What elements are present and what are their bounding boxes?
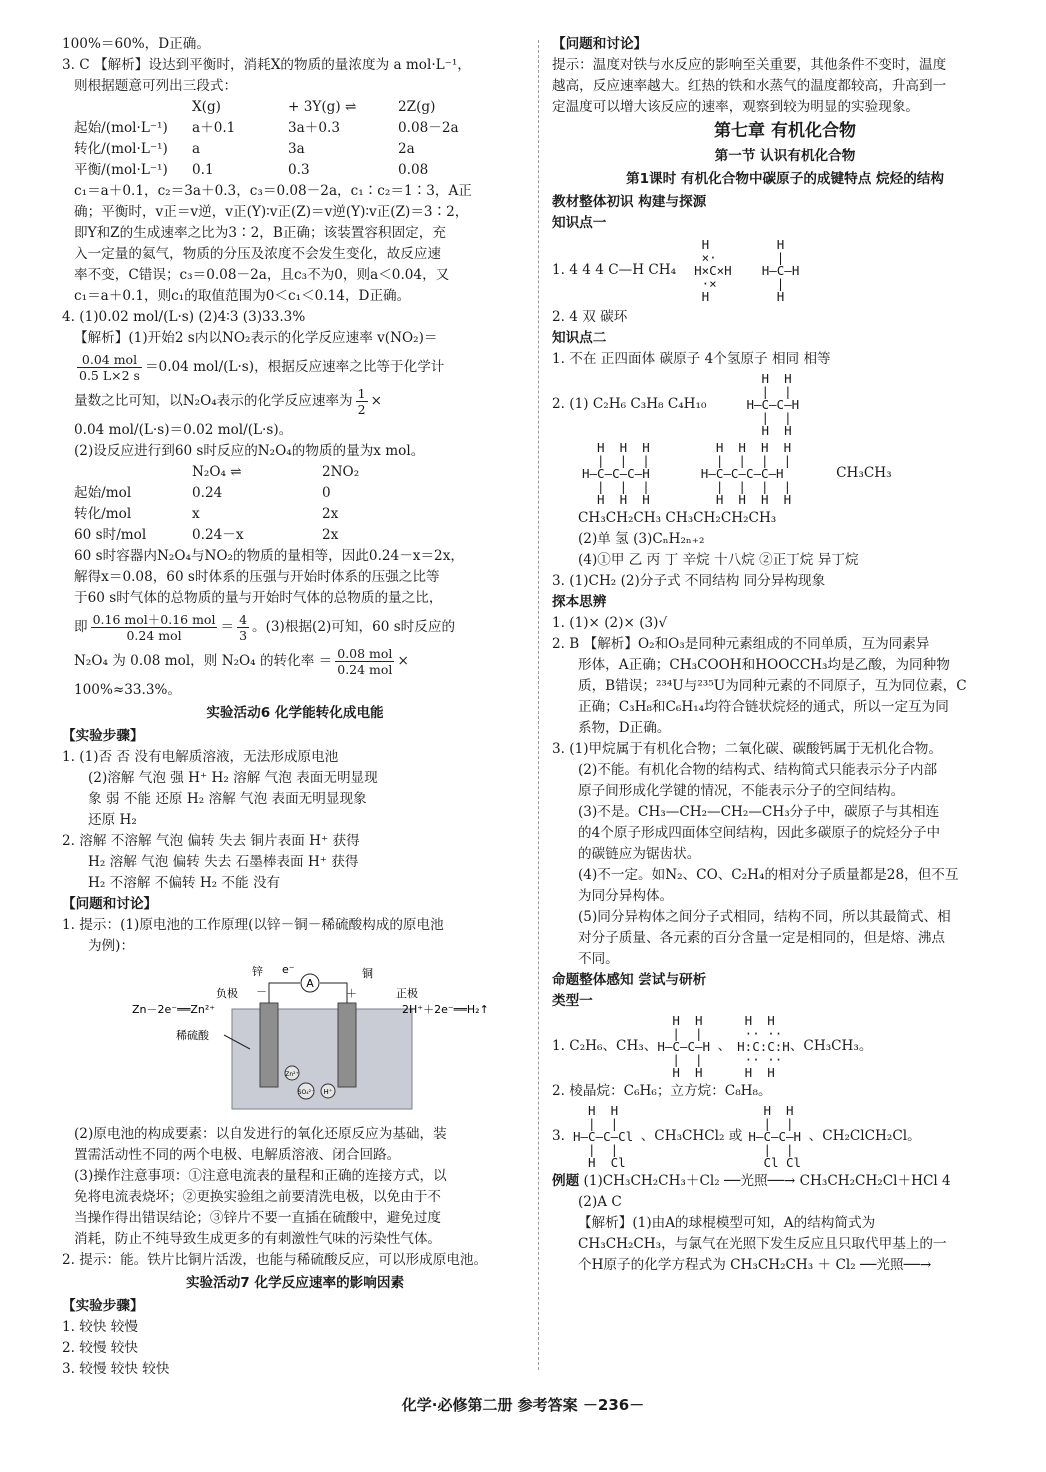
- structural-formula: H H | | H—C—C—H | | Cl Cl: [748, 1103, 802, 1170]
- text-line: 1. C₂H₆、CH₃、: [552, 1038, 658, 1054]
- text-line: (2)溶解 气泡 强 H⁺ H₂ 溶解 气泡 表面无明显现: [88, 770, 378, 786]
- three-stage-table: [62, 462, 528, 546]
- cell: 0.08－2a: [398, 120, 459, 136]
- text-line: 2. (1) C₂H₆ C₃H₈ C₄H₁₀: [552, 396, 707, 412]
- text-line: 3. (1)甲烷属于有机化合物；二氧化碳、碳酸钙属于无机化合物。: [552, 741, 942, 757]
- cell: 0.3: [288, 162, 310, 178]
- cell: 2x: [322, 506, 339, 522]
- text-line: (2)设反应进行到60 s时反应的N₂O₄的物质的量为x mol。: [74, 443, 425, 459]
- cell: X(g): [192, 99, 221, 115]
- cell: 起始/mol: [74, 485, 132, 501]
- text-line: CH₃CH₃: [836, 465, 892, 481]
- text-line: (2)不能。有机化合物的结构式、结构简式只能表示分子内部: [578, 762, 938, 778]
- text-line: 则根据题意可列出三段式：: [74, 78, 238, 94]
- cell: 2NO₂: [322, 464, 360, 480]
- section-title: 第一节 认识有机化合物: [714, 148, 856, 164]
- answer-row: [552, 1014, 1018, 1079]
- copper-label: 铜: [362, 967, 373, 980]
- structural-formula: H H H H | | | | H—C—C—C—C—H | | | | H H H H: [700, 440, 792, 507]
- text-line: 100%＝60%，D正确。: [62, 36, 210, 52]
- fraction: $\frac{\text{0.04 mol}}{0.5 L\times 2 s}$: [79, 352, 140, 383]
- left-half-equation: Zn－2e⁻══Zn²⁺: [132, 1003, 216, 1016]
- galvanic-cell-svg: [132, 963, 512, 1113]
- text-line: 形体，A正确；CH₃COOH和HOOCCH₃均是乙酸，为同种物: [578, 657, 950, 673]
- text-line: 象 弱 不能 还原 H₂ 溶解 气泡 表面无明显现象: [88, 791, 367, 807]
- text-line: 60 s时容器内N₂O₄与NO₂的物质的量相等，因此0.24－x＝2x，: [74, 548, 464, 564]
- text-line: 例题 (1)CH₃CH₂CH₃＋Cl₂ ──光照──→ CH₃CH₂CH₂Cl＋HCl 4: [552, 1173, 951, 1189]
- text-line: 确；平衡时，v正＝v逆，v正(Y)∶v正(Z)＝v逆(Y)∶v正(Z)＝3∶2，: [74, 204, 469, 220]
- answer-row: [552, 372, 1018, 437]
- cell: 平衡/(mol·L⁻¹): [74, 162, 168, 178]
- column-divider: [538, 40, 539, 1370]
- text-line: 量数之比可知，以N₂O₄表示的化学反应速率为 $\frac{1}{2}$ ×: [74, 386, 382, 417]
- structural-formula: H | H—C—H | H: [761, 237, 800, 304]
- answer-row: [552, 1104, 1018, 1169]
- text-line: 2. 棱晶烷：C₆H₆；立方烷：C₈H₈。: [552, 1083, 772, 1099]
- wire-right: [320, 983, 347, 1003]
- text-line: c₁＝a＋0.1，c₂＝3a＋0.3，c₃＝0.08－2a，c₁∶c₂＝1∶3，A正: [74, 183, 472, 199]
- text-line: (2)原电池的构成要素：以自发进行的氧化还原反应为基础，装: [74, 1126, 447, 1142]
- text-line: 0.04 mol/(L·s)＝0.02 mol/(L·s)。: [74, 422, 293, 438]
- subheading: 命题整体感知 尝试与研析: [552, 972, 707, 988]
- cell: 0: [322, 485, 331, 501]
- text-line: 1. 不在 正四面体 碳原子 4个氢原子 相同 相等: [552, 351, 831, 367]
- cell: a: [192, 141, 201, 157]
- fraction: $\frac{1}{2}$: [357, 386, 366, 417]
- page-footer: 化学·必修第二册 参考答案 －236－: [401, 1396, 645, 1414]
- text-line: 3. (1)CH₂ (2)分子式 不同结构 同分异构现象: [552, 573, 826, 589]
- electron-label: e⁻: [282, 963, 295, 976]
- fraction: $\frac{\text{0.16 mol＋0.16 mol}}{\text{0.24 mol}}$: [92, 612, 216, 643]
- cell: 3a＋0.3: [288, 120, 340, 136]
- text-line: 2. B 【解析】O₂和O₃是同种元素组成的不同单质，互为同素异: [552, 636, 930, 652]
- chapter-title: 第七章 有机化合物: [714, 121, 856, 141]
- subheading: 教材整体初识 构建与探源: [552, 194, 707, 210]
- fraction: $\frac{\text{0.08 mol}}{\text{0.24 mol}}$: [337, 646, 393, 677]
- positive-label: 正极: [396, 987, 418, 1000]
- cell: 3a: [288, 141, 305, 157]
- answer-row: [552, 238, 1018, 303]
- text-line: 1. 提示：(1)原电池的工作原理(以锌－铜－稀硫酸构成的原电池: [62, 917, 444, 933]
- subheading: 知识点一: [552, 215, 607, 231]
- text-line: 系物，D正确。: [578, 720, 671, 736]
- text-line: 解得x＝0.08，60 s时体系的压强与开始时体系的压强之比等: [74, 569, 440, 585]
- subheading: 【问题和讨论】: [552, 36, 648, 52]
- cell: N₂O₄ ⇌: [192, 464, 242, 480]
- text-line: 的4个原子形成四面体空间结构，因此多碳原子的烷烃分子中: [578, 825, 941, 841]
- subheading: 【实验步骤】: [62, 1298, 144, 1314]
- text-line: 的碳链应为锯齿状。: [578, 846, 701, 862]
- subheading: 【问题和讨论】: [62, 896, 158, 912]
- wire-left: [269, 983, 300, 1003]
- text-line: (2)A C: [578, 1194, 622, 1210]
- text-line: 定温度可以增大该反应的速率，观察到较为明显的实验现象。: [552, 99, 920, 115]
- text-line: 1. 较快 较慢: [62, 1319, 138, 1335]
- section-heading: 实验活动6 化学能转化成电能: [206, 705, 384, 721]
- text-line: 于60 s时气体的总物质的量与开始时气体的总物质的量之比，: [74, 590, 443, 606]
- text-line: 1. (1)否 否 没有电解质溶液，无法形成原电池: [62, 749, 339, 765]
- cell: + 3Y(g) ⇌: [288, 99, 357, 115]
- text-line: 2. 4 双 碳环: [552, 309, 628, 325]
- cell: 2x: [322, 527, 339, 543]
- zinc-ion-label: Zn²⁺: [285, 1071, 299, 1078]
- electron-formula: H ×· H×C×H ·× H: [694, 237, 732, 304]
- cell: 0.24: [192, 485, 223, 501]
- text-line: 2. 溶解 不溶解 气泡 偏转 失去 铜片表面 H⁺ 获得: [62, 833, 360, 849]
- subheading: 探本思辨: [552, 594, 607, 610]
- text-line: 、CH₃CHCl₂ 或: [640, 1128, 743, 1144]
- example-tag: 例题: [552, 1173, 580, 1189]
- right-column: [552, 34, 1018, 1276]
- text-line: 1. 4 4 4 C—H CH₄: [552, 262, 677, 278]
- text-line: 3. 较慢 较快 较快: [62, 1361, 170, 1377]
- plus-sign: ＋: [346, 987, 357, 1000]
- minus-sign: －: [256, 985, 267, 998]
- text-line: CH₃CH₂CH₃，与氯气在光照下发生反应且只取代甲基上的一: [578, 1236, 947, 1252]
- answer-row: [582, 441, 1018, 506]
- text-line: 2. 提示：能。铁片比铜片活泼，也能与稀硫酸反应，可以形成原电池。: [62, 1252, 488, 1268]
- electron-formula: H H ·· ·· H:C:C:H ·· ·· H H: [737, 1013, 790, 1080]
- zinc-label: 锌: [252, 965, 263, 978]
- cell: 60 s时/mol: [74, 527, 147, 543]
- cell: 0.1: [192, 162, 214, 178]
- text-line: 即 $\frac{\text{0.16 mol＋0.16 mol}}{\text{0.24 mol}}$ ＝ $\frac{4}{3}$ 。(3)根据(2)可知，60 s时反应的: [74, 612, 456, 643]
- cell: 起始/(mol·L⁻¹): [74, 120, 168, 136]
- fraction: $\frac{4}{3}$: [239, 612, 248, 643]
- cell: 0.24－x: [192, 527, 244, 543]
- zinc-electrode: [260, 1003, 278, 1087]
- cell: 转化/mol: [74, 506, 132, 522]
- text-line: 还原 H₂: [88, 812, 137, 828]
- text-line: 当操作得出错误结论；③锌片不要一直插在硫酸中，避免过度: [74, 1210, 442, 1226]
- structural-formula: H H H | | | H—C—C—C—H | | | H H H: [582, 440, 650, 507]
- text-line: 正确；C₃H₈和C₆H₁₄均符合链状烷烃的通式，所以一定互为同: [578, 699, 949, 715]
- three-stage-table: [62, 97, 528, 181]
- text-line: 【解析】(1)由A的球棍模型可知，A的结构简式为: [578, 1215, 876, 1231]
- text-line: 4. (1)0.02 mol/(L·s) (2)4∶3 (3)33.3%: [62, 309, 306, 325]
- text-line: H₂ 溶解 气泡 偏转 失去 石墨棒表面 H⁺ 获得: [88, 854, 359, 870]
- section-heading: 实验活动7 化学反应速率的影响因素: [185, 1275, 405, 1291]
- cell: 转化/(mol·L⁻¹): [74, 141, 168, 157]
- galvanic-cell-diagram: [132, 963, 528, 1120]
- cell: x: [192, 506, 200, 522]
- text-line: 入一定量的氦气，物质的分压及浓度不会发生变化，故反应速: [74, 246, 442, 262]
- text-line: (4)①甲 乙 丙 丁 辛烷 十八烷 ②正丁烷 异丁烷: [578, 552, 859, 568]
- text-line: 、CH₂ClCH₂Cl。: [808, 1128, 921, 1144]
- text-line: 越高，反应速率越大。红热的铁和水蒸气的温度都较高，升高到一: [552, 78, 947, 94]
- copper-electrode: [338, 1003, 356, 1087]
- text-line: CH₃CH₂CH₃ CH₃CH₂CH₂CH₃: [578, 510, 777, 526]
- text-line: 质，B错误；²³⁴U与²³⁵U为同种元素的不同原子，互为同位素，C: [578, 678, 967, 694]
- acid-label: 稀硫酸: [176, 1029, 209, 1042]
- right-half-equation: 2H⁺＋2e⁻══H₂↑: [402, 1003, 489, 1016]
- text-line: (4)不一定。如N₂、CO、C₂H₄的相对分子质量都是28，但不互: [578, 867, 959, 883]
- text-line: 个H原子的化学方程式为 CH₃CH₂CH₃ ＋ Cl₂ ──光照──→: [578, 1257, 932, 1273]
- text-line: 、CH₃CH₃。: [789, 1038, 873, 1054]
- text-line: 1. (1)× (2)× (3)√: [552, 615, 668, 631]
- text-line: 不同。: [578, 951, 619, 967]
- structural-formula: H H | | H—C—C—H | | H H: [746, 371, 800, 438]
- structural-formula: H H | | H—C—C—Cl | | H Cl: [572, 1103, 634, 1170]
- cell: 2a: [398, 141, 415, 157]
- text-line: (3)不是。CH₃—CH₂—CH₂—CH₃分子中，碳原子与其相连: [578, 804, 940, 820]
- ammeter-label: A: [306, 977, 314, 990]
- negative-label: 负极: [216, 987, 238, 1000]
- text-line: 即Y和Z的生成速率之比为3∶2，B正确；该装置容积固定，充: [74, 225, 446, 241]
- cell: 0.08: [398, 162, 429, 178]
- text-line: 消耗，防止不纯导致生成更多的有刺激性气味的污染性气体。: [74, 1231, 442, 1247]
- text-line: 为同分异构体。: [578, 888, 674, 904]
- lesson-title: 第1课时 有机化合物中碳原子的成键特点 烷烃的结构: [626, 171, 944, 187]
- text-line: 为例)：: [88, 938, 135, 954]
- subheading: 知识点二: [552, 330, 607, 346]
- text-line: H₂ 不溶解 不偏转 H₂ 不能 没有: [88, 875, 281, 891]
- sulfate-ion-label: SO₄²⁻: [297, 1089, 315, 1096]
- text-line: c₁＝a＋0.1，则c₁的取值范围为0＜c₁＜0.14，D正确。: [74, 288, 411, 304]
- text-line: 对分子质量、各元素的百分含量一定是相同的，但是熔、沸点: [578, 930, 946, 946]
- text-line: 2. 较慢 较快: [62, 1340, 138, 1356]
- text-line: (5)同分异构体之间分子式相同，结构不同，所以其最简式、相: [578, 909, 951, 925]
- text-line: $\frac{\text{0.04 mol}}{0.5 L\times 2 s}$ ＝0.04 mol/(L·s)，根据反应速率之比等于化学计: [79, 352, 445, 383]
- subheading: 类型一: [552, 993, 593, 1009]
- text-line: 率不变，C错误；c₃＝0.08－2a，且c₃不为0，则a＜0.04，又: [74, 267, 450, 283]
- text-line: 100%≈33.3%。: [74, 682, 182, 698]
- text-line: 提示：温度对铁与水反应的影响至关重要，其他条件不变时，温度: [552, 57, 947, 73]
- structural-formula: H H | | H—C—C—H | | H H: [657, 1013, 711, 1080]
- cell: a＋0.1: [192, 120, 236, 136]
- text-line: (3)操作注意事项：①注意电流表的量程和正确的连接方式，以: [74, 1168, 447, 1184]
- subheading: 【实验步骤】: [62, 728, 144, 744]
- text-line: 原子间形成化学键的情况，不能表示分子的空间结构。: [578, 783, 905, 799]
- text-line: 3. C 【解析】设达到平衡时，消耗X的物质的量浓度为 a mol·L⁻¹，: [62, 57, 471, 73]
- left-column: [62, 34, 528, 1380]
- text-line: 3.: [552, 1128, 565, 1144]
- cell: 2Z(g): [398, 99, 436, 115]
- text-line: 置需活动性不同的两个电极、电解质溶液、闭合回路。: [74, 1147, 401, 1163]
- text-line: 【解析】(1)开始2 s内以NO₂表示的化学反应速率 v(NO₂)＝: [74, 330, 438, 346]
- text-line: N₂O₄ 为 0.08 mol，则 N₂O₄ 的转化率 ＝ $\frac{\text{0.08 mol}}{\text{0.24 mol}}$ ×: [74, 646, 409, 677]
- text-line: 免将电流表烧坏；②更换实验组之前要清洗电极，以免由于不: [74, 1189, 442, 1205]
- hydrogen-ion-label: H⁺: [323, 1088, 333, 1096]
- text-line: (2)单 氢 (3)CₙH₂ₙ₊₂: [578, 531, 705, 547]
- text-line: 、: [717, 1038, 732, 1054]
